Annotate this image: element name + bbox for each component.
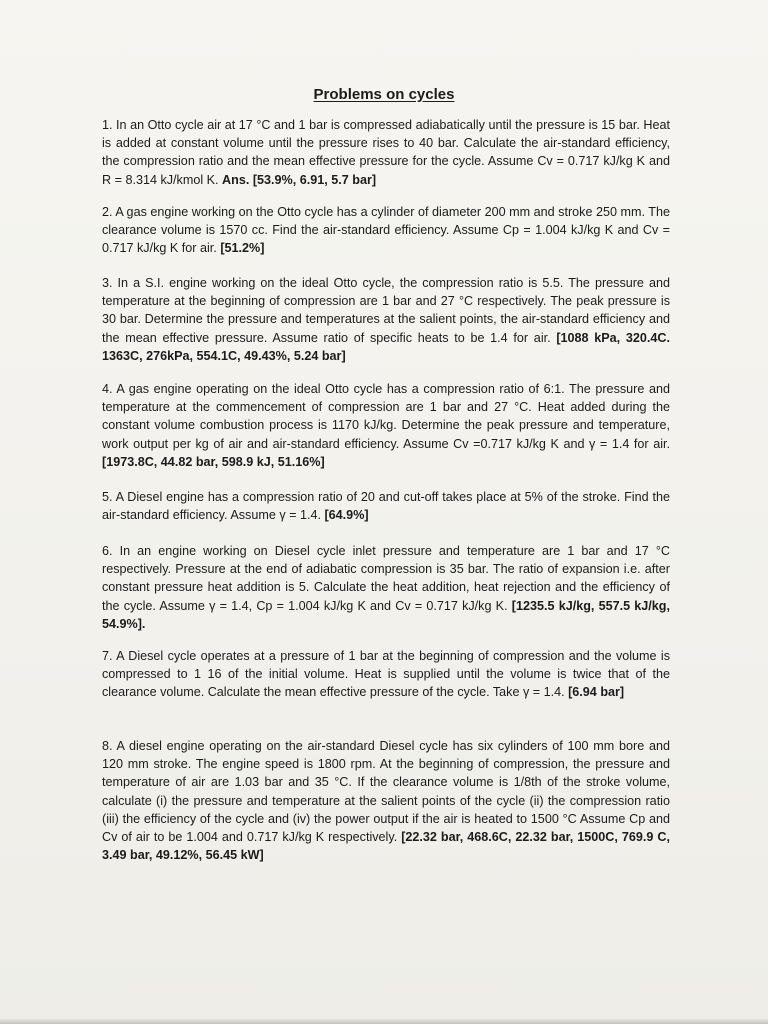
problem-6-text: 6. In an engine working on Diesel cycle inlet pressure and temperature are 1 bar and 17 °C respectively. Pressure at the end of adiabatic compression is 35 bar. The ratio of expansion i.e. after constant pressure heat addition is 5. Calculate the heat addition, heat rejection and the efficiency of the cycle. Assume γ = 1.4, Cp = 1.004 kJ/kg K and Cv = 0.717 kJ/kg K. xyxy=(102,544,670,613)
problem-5-answer: [64.9%] xyxy=(324,508,369,523)
problem-1-answer: Ans. [53.9%, 6.91, 5.7 bar] xyxy=(222,172,377,187)
problem-8-answer: [22.32 bar, 468.6C, 22.32 bar, 1500C, 769.9 C, 3.49 bar, 49.12%, 56.45 kW] xyxy=(102,830,670,863)
problem-1 xyxy=(102,116,670,189)
problem-5 xyxy=(102,488,670,524)
problem-2-text: 2. A gas engine working on the Otto cycle has a cylinder of diameter 200 mm and stroke 250 mm. The clearance volume is 1570 cc. Find the air-standard efficiency. Assume Cp = 1.004 kJ/kg K and Cv = 0.717 kJ/kg K for air. xyxy=(102,205,670,256)
problem-7 xyxy=(102,647,670,702)
problem-3 xyxy=(102,274,670,365)
problem-8-text: 8. A diesel engine operating on the air-standard Diesel cycle has six cylinders of 100 mm bore and 120 mm stroke. The engine speed is 1800 rpm. At the beginning of compression, the pressure and temperature of air are 1.03 bar and 35 °C. If the clearance volume is 1/8th of the stroke volume, calculate (i) the pressure and temperature at the salient points of the cycle (ii) the compression ratio (iii) the efficiency of the cycle and (iv) the power output if the air is heated to 1500 °C Assume Cp and Cv of air to be 1.004 and 0.717 kJ/kg K respectively. xyxy=(102,739,670,845)
problem-1-text: 1. In an Otto cycle air at 17 °C and 1 bar is compressed adiabatically until the pressure is 15 bar. Heat is added at constant volume until the pressure rises to 40 bar. Calculate the air-standard efficiency, the compression ratio and the mean effective pressure for the cycle. Assume Cv = 0.717 kJ/kg K and R = 8.314 kJ/kmol K. xyxy=(102,118,670,187)
page-bottom-edge xyxy=(0,1018,768,1024)
problem-7-text: 7. A Diesel cycle operates at a pressure of 1 bar at the beginning of compression and the volume is compressed to 1 16 of the initial volume. Heat is supplied until the volume is twice that of the clearance volume. Calculate the mean effective pressure of the cycle. Take γ = 1.4. xyxy=(102,649,670,700)
page-title: Problems on cycles xyxy=(313,86,455,103)
problem-4-text: 4. A gas engine operating on the ideal Otto cycle has a compression ratio of 6:1. The pressure and temperature at the commencement of compression are 1 bar and 27 °C. Heat added during the constant volume combustion process is 1170 kJ/kg. Determine the peak pressure and temperature, work output per kg of air and air-standard efficiency. Assume Cv =0.717 kJ/kg K and γ = 1.4 for air. xyxy=(102,382,670,451)
problem-2 xyxy=(102,203,670,258)
problem-6 xyxy=(102,542,670,633)
problem-8 xyxy=(102,737,670,864)
problem-2-answer: [51.2%] xyxy=(220,241,265,256)
problem-6-answer: [1235.5 kJ/kg, 557.5 kJ/kg, 54.9%]. xyxy=(102,598,670,631)
problem-7-answer: [6.94 bar] xyxy=(568,685,625,700)
problem-5-text: 5. A Diesel engine has a compression ratio of 20 and cut-off takes place at 5% of the stroke. Find the air-standard efficiency. Assume γ = 1.4. xyxy=(102,490,670,523)
problem-4-answer: [1973.8C, 44.82 bar, 598.9 kJ, 51.16%] xyxy=(102,454,325,469)
problem-3-answer: [1088 kPa, 320.4C. 1363C, 276kPa, 554.1C, 49.43%, 5.24 bar] xyxy=(102,330,671,363)
problem-3-text: 3. In a S.I. engine working on the ideal Otto cycle, the compression ratio is 5.5. The pressure and temperature at the beginning of compression are 1 bar and 27 °C respectively. The peak pressure is 30 bar. Determine the pressure and temperatures at the salient points, the air-standard efficiency and the mean effective pressure. Assume ratio of specific heats to be 1.4 for air. xyxy=(102,276,670,345)
problem-4 xyxy=(102,380,670,471)
